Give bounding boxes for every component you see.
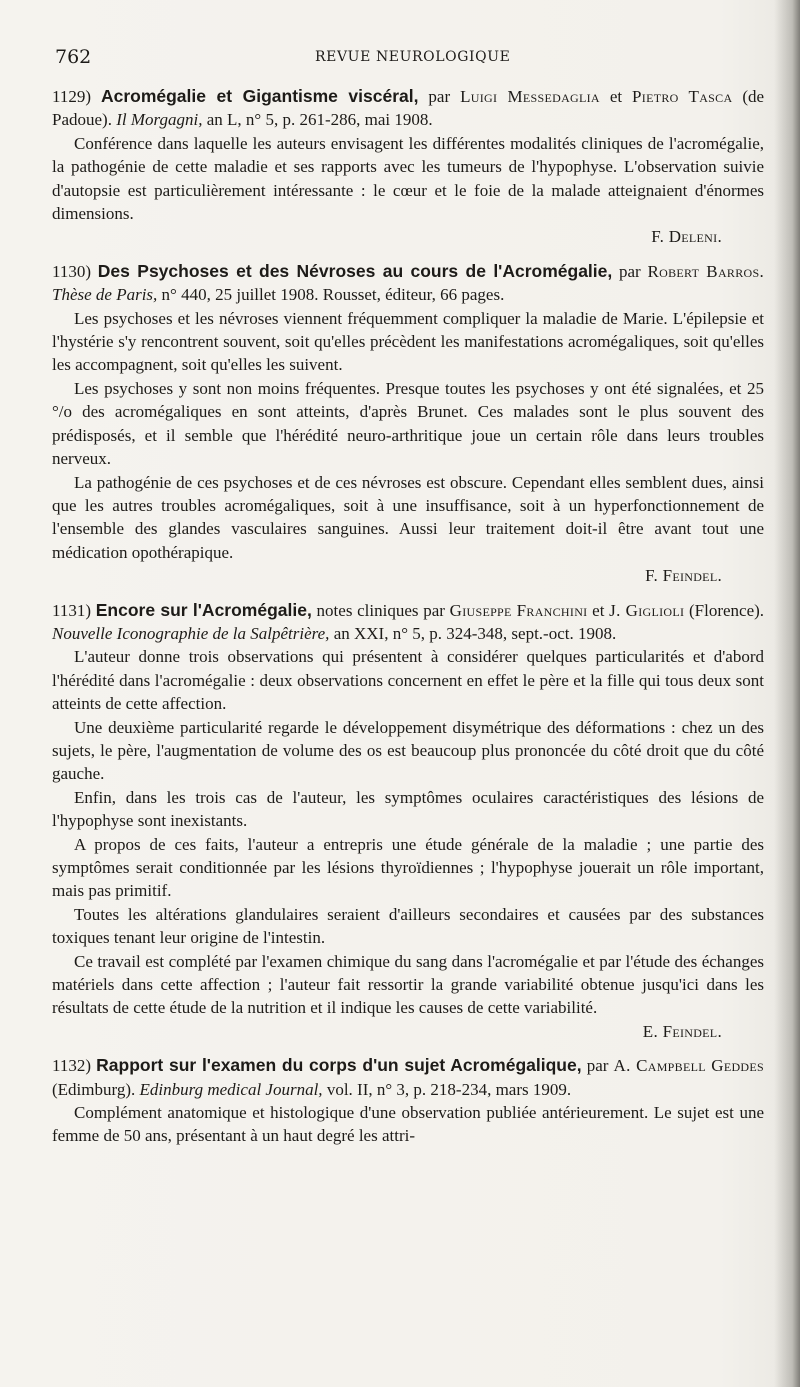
- review-entry-1130: [52, 260, 764, 588]
- entry-author: J. Giglioli: [609, 600, 685, 620]
- entry-details: vol. II, n° 3, p. 218-234, mars 1909.: [326, 1079, 572, 1099]
- entry-signature: E. Feindel.: [642, 1021, 722, 1041]
- entry-author: Giuseppe Franchini: [449, 600, 588, 620]
- entry-details: an L, n° 5, p. 261-286, mai 1908.: [206, 110, 433, 130]
- entry-origin: (de Padoue).: [52, 87, 765, 130]
- entry-author: Luigi Messedaglia: [460, 87, 600, 106]
- entry-paragraph: Conférence dans laquelle les auteurs envisagent les différentes modalités cliniques de l'acromégalie, la pathogénie de cette maladie et ses rapports avec les tumeurs de l'hypophyse. L'observation suivie d'autopsie est particulièrement intéressante : le cœur et le foie de la malade atteignaient d'énormes dimensions.: [52, 133, 764, 224]
- page-number: 762: [55, 46, 92, 68]
- entry-paragraph: L'auteur donne trois observations qui présentent à considérer quelques particularités et d'abord l'hérédité dans l'acromégalie : deux observations concernent en effet le père et la fille qui tous deux sont atteints de cette affection.: [52, 647, 764, 714]
- entry-details: n° 440, 25 juillet 1908. Rousset, éditeur, 66 pages.: [161, 285, 505, 305]
- entry-paragraph: Les psychoses et les névroses viennent fréquemment compliquer la maladie de Marie. L'épilepsie et l'hystérie s'y rencontrent souvent, soit qu'elles précèdent les manifestations acromégaliques, soit qu'elles les accompagnent, soit qu'elles les suivent.: [52, 308, 764, 375]
- entry-author: Pietro Tasca: [632, 87, 733, 106]
- entry-heading: [52, 599, 764, 646]
- entry-paragraph: Toutes les altérations glandulaires seraient d'ailleurs secondaires et causées par des substances toxiques tenant leur origine de l'intestin.: [52, 904, 764, 948]
- review-entry-1132: [52, 1054, 764, 1148]
- entry-details: an XXI, n° 5, p. 324-348, sept.-oct. 1908.: [333, 623, 617, 643]
- entry-origin: (Florence).: [688, 600, 765, 620]
- entry-paragraph: Enfin, dans les trois cas de l'auteur, les symptômes oculaires caractéristiques des lésions de l'hypophyse sont inexistants.: [52, 787, 764, 831]
- entry-by: par: [586, 1056, 609, 1076]
- entry-by: par: [428, 87, 451, 106]
- entry-title: Acromégalie et Gigantisme viscéral,: [100, 86, 419, 106]
- entry-number: 1132): [52, 1056, 92, 1076]
- entry-title: Rapport sur l'examen du corps d'un sujet Acromégalique,: [96, 1055, 582, 1076]
- running-header: [55, 46, 755, 70]
- entry-and: et: [592, 600, 605, 620]
- entry-paragraph: Ce travail est complété par l'examen chimique du sang dans l'acromégalie et par l'étude des échanges matériels dans cette affection ; l'auteur fait ressortir la grande variabilité obtenue jusqu'ici dans les résultats de cette étude de la nutrition et il indique les causes de cette variabilité.: [52, 951, 764, 1018]
- entry-source: Thèse de Paris,: [52, 285, 158, 305]
- entry-heading: [52, 85, 764, 132]
- entry-paragraph: Une deuxième particularité regarde le développement disymétrique des déformations : chez un des sujets, le père, l'augmentation de volume des os est beaucoup plus prononcée du côté droit que du côté gauche.: [52, 717, 764, 784]
- entry-source: Il Morgagni,: [116, 110, 203, 130]
- entry-paragraph: Les psychoses y sont non moins fréquentes. Presque toutes les psychoses y ont été signalées, et 25 °/o des acromégaliques en sont atteints, d'après Brunet. Ces malades sont le plus souvent des prédisposés, et il semble que l'hérédité neuro-arthritique joue un certain rôle dans leurs troubles nerveux.: [52, 378, 764, 469]
- entry-paragraph: Complément anatomique et histologique d'une observation publiée antérieurement. Le sujet est une femme de 50 ans, présentant à un haut degré les attri-: [52, 1103, 764, 1146]
- journal-title: REVUE NEUROLOGIQUE: [315, 49, 511, 65]
- entry-source: Edinburg medical Journal,: [139, 1079, 323, 1099]
- page-content: [52, 85, 764, 1159]
- entry-heading: [52, 1054, 764, 1101]
- page-edge-shadow: [774, 0, 800, 1387]
- entry-and: et: [609, 87, 623, 106]
- entry-origin: (Edimburg).: [52, 1079, 136, 1099]
- entry-by: notes cliniques par: [316, 600, 445, 620]
- review-entry-1129: [52, 85, 764, 249]
- entry-title: Encore sur l'Acromégalie,: [95, 599, 312, 620]
- review-entry-1131: [52, 599, 764, 1044]
- entry-by: par: [619, 261, 641, 281]
- entry-author: A. Campbell Geddes: [613, 1056, 765, 1076]
- entry-paragraph: A propos de ces faits, l'auteur a entrepris une étude générale de la maladie ; une partie des symptômes serait conditionnée par les lésions thyroïdiennes ; l'hypophyse jouerait un rôle important, mais pas primitif.: [52, 834, 764, 901]
- entry-signature: F. Feindel.: [645, 566, 722, 586]
- entry-title: Des Psychoses et des Névroses au cours de l'Acromégalie,: [97, 260, 613, 281]
- entry-signature: F. Deleni.: [651, 227, 722, 247]
- entry-number: 1129): [52, 87, 92, 106]
- entry-heading: [52, 260, 764, 307]
- entry-source: Nouvelle Iconographie de la Salpêtrière,: [52, 623, 330, 643]
- entry-paragraph: La pathogénie de ces psychoses et de ces névroses est obscure. Cependant elles semblent dues, ainsi que les autres troubles acromégaliques, soit à une insuffisance, soit à un hyperfonctionnement de l'ensemble des glandes vasculaires sanguines. Aussi leur traitement doit-il être avant tout une médication opothérapique.: [52, 472, 764, 562]
- entry-number: 1131): [52, 600, 92, 620]
- entry-author: Robert Barros.: [647, 261, 765, 281]
- entry-number: 1130): [52, 261, 92, 281]
